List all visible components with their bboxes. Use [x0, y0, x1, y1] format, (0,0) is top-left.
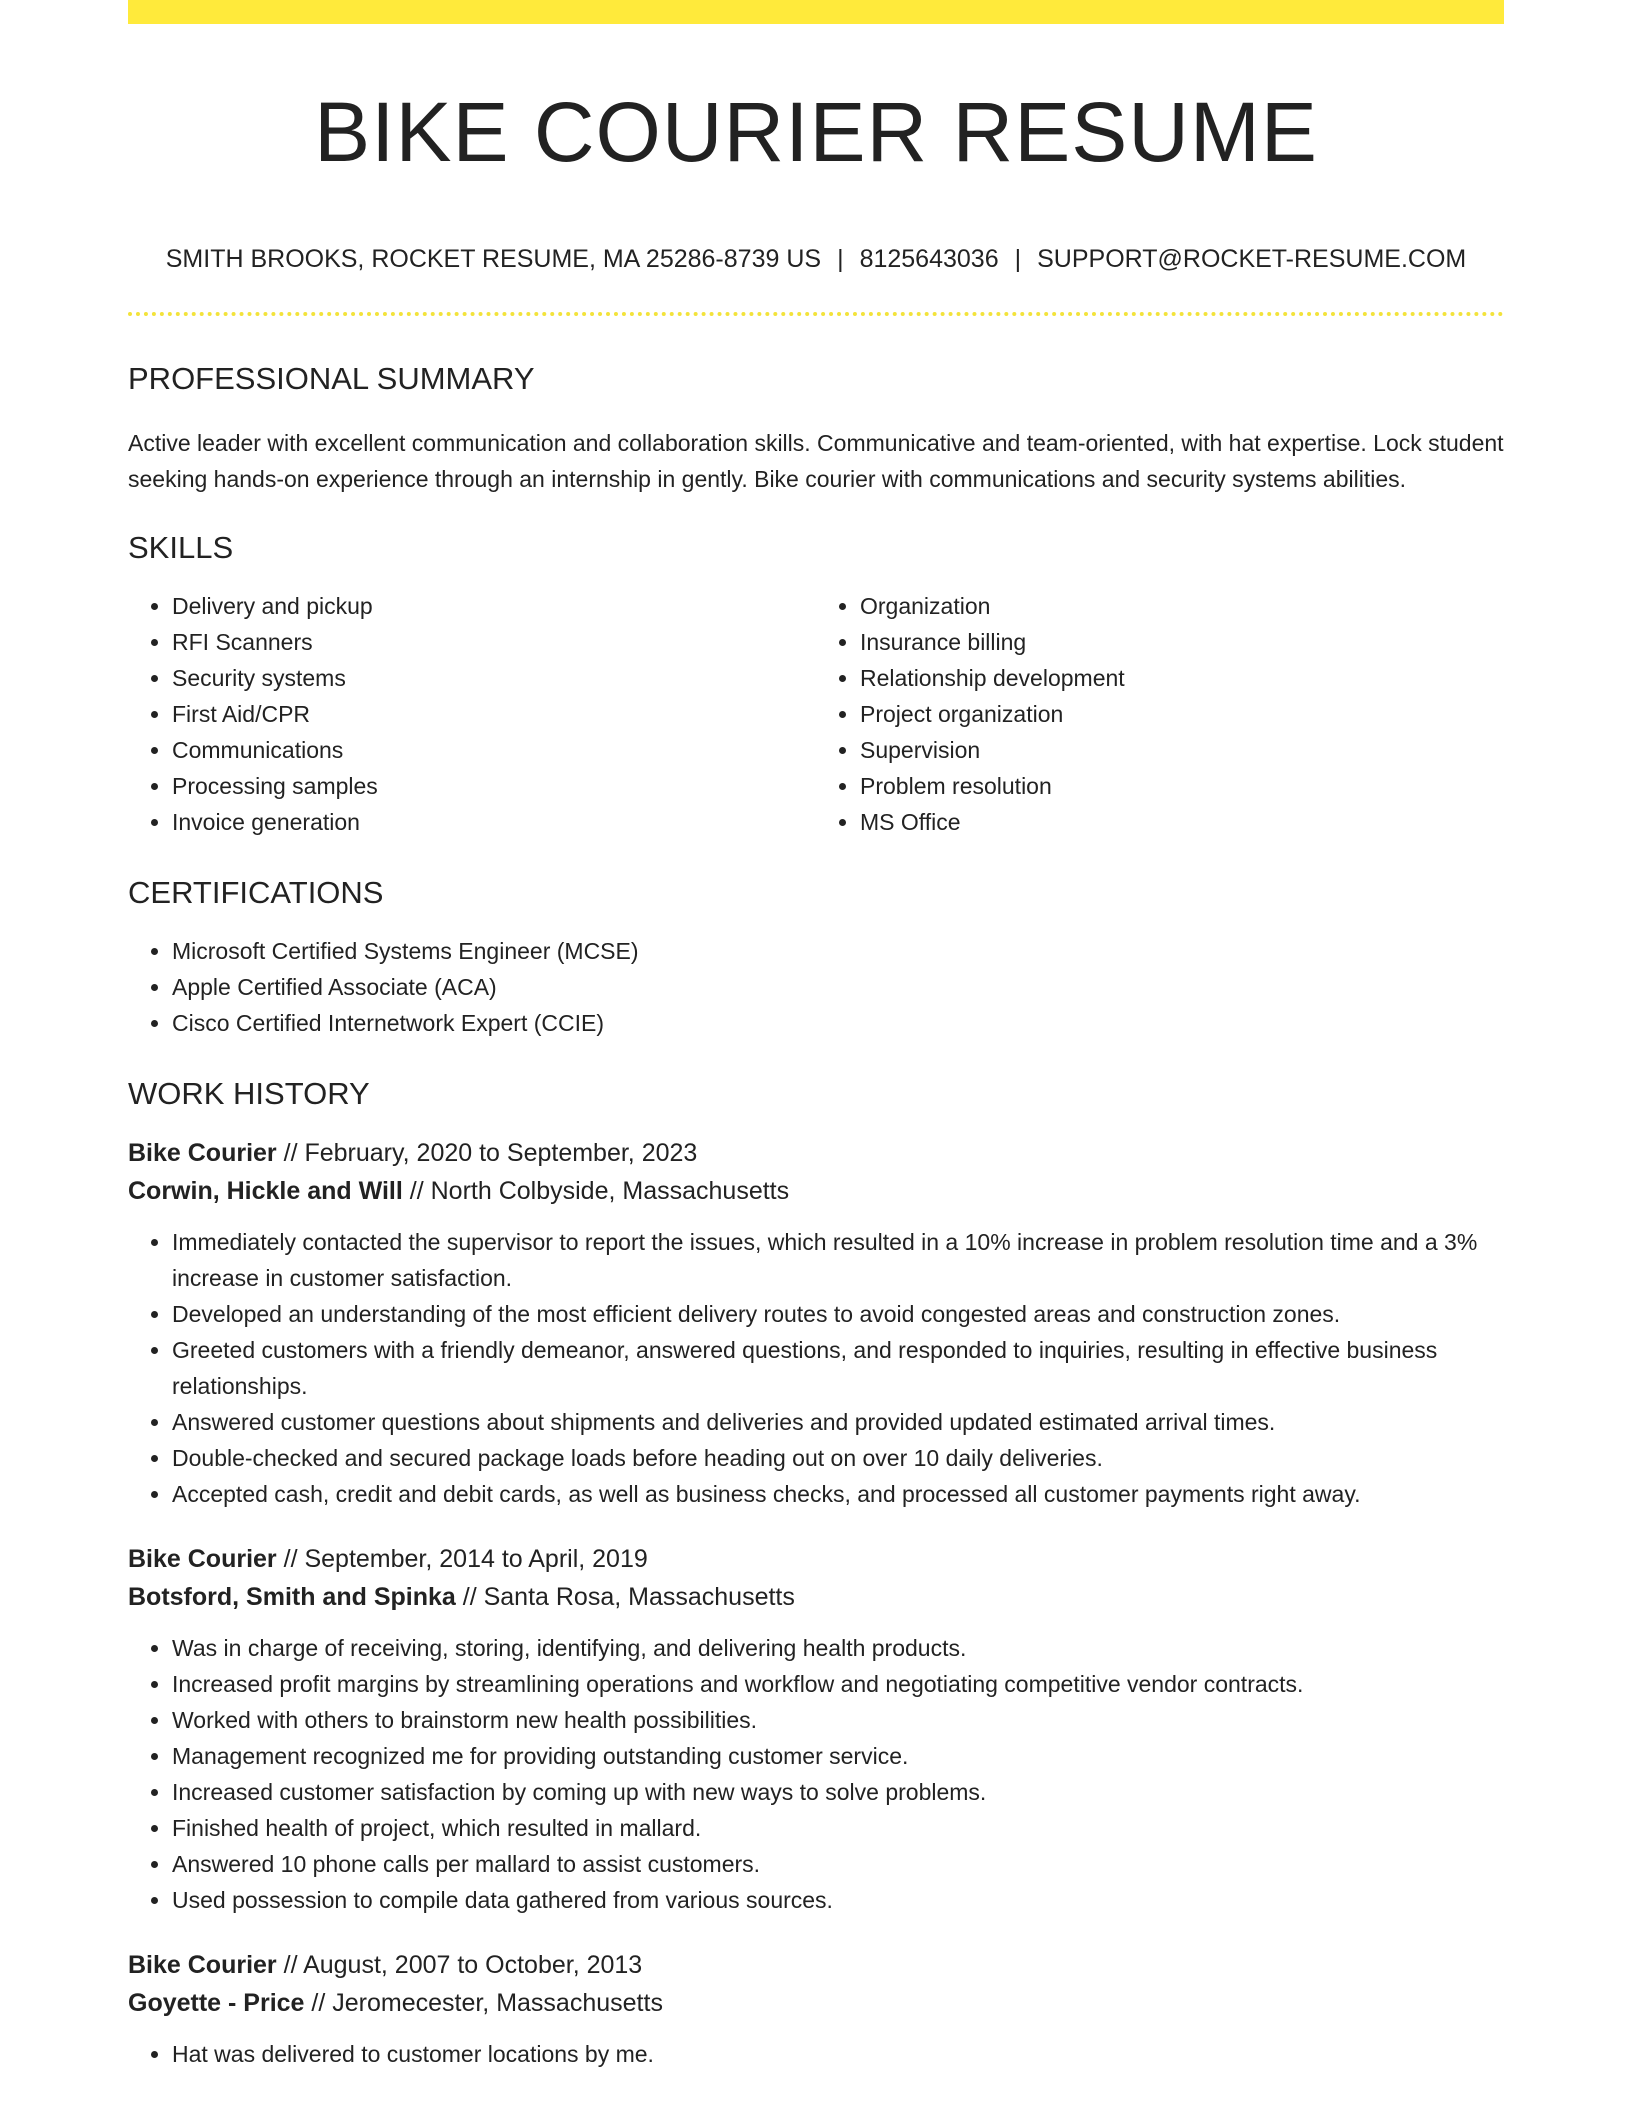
job-duty-item: • Greeted customers with a friendly demeanor, answered questions, and responded to inquiries, resulting in effective business relationships. — [172, 1332, 1504, 1404]
skills-columns — [128, 588, 1504, 840]
skill-item: • MS Office — [860, 804, 1504, 840]
job-separator: // — [276, 1139, 305, 1168]
job-entry — [128, 1946, 1504, 2072]
skill-item: • Delivery and pickup — [172, 588, 816, 624]
certification-item: • Microsoft Certified Systems Engineer (MCSE) — [172, 933, 1504, 969]
skill-item: • Problem resolution — [860, 768, 1504, 804]
job-duty-item: • Was in charge of receiving, storing, identifying, and delivering health products. — [172, 1630, 1504, 1666]
skill-item: • RFI Scanners — [172, 624, 816, 660]
skill-item: • Security systems — [172, 660, 816, 696]
accent-top-bar — [128, 0, 1504, 24]
job-separator: // — [276, 1951, 304, 1980]
job-duty-item: • Increased profit margins by streamlining operations and workflow and negotiating competitive vendor contracts. — [172, 1666, 1504, 1702]
job-company-line — [128, 1984, 1504, 2022]
summary-text: Active leader with excellent communication and collaboration skills. Communicative and team-oriented, with hat expertise. Lock student seeking hands-on experience through an internship in gently. Bike courier with communications and security systems abilities. — [128, 429, 1504, 492]
contact-separator: | — [1014, 245, 1022, 274]
job-location: Santa Rosa, Massachusetts — [483, 1583, 795, 1612]
job-separator: // — [402, 1177, 431, 1206]
job-duty-item: • Developed an understanding of the most efficient delivery routes to avoid congested areas and construction zones. — [172, 1296, 1504, 1332]
work-history-heading: WORK HISTORY — [128, 1075, 370, 1111]
skills-heading: SKILLS — [128, 529, 234, 565]
contact-email: SUPPORT@ROCKET-RESUME.COM — [1037, 245, 1467, 274]
job-duties-list — [128, 1224, 1504, 1512]
skill-item: • Organization — [860, 588, 1504, 624]
contact-phone: 8125643036 — [859, 245, 999, 274]
dotted-divider — [128, 312, 1504, 316]
skill-item: • Project organization — [860, 696, 1504, 732]
work-history-list — [128, 1134, 1504, 2072]
job-duty-item: • Hat was delivered to customer locations by me. — [172, 2036, 1504, 2072]
job-role: Bike Courier — [128, 1139, 277, 1168]
skill-item: • Supervision — [860, 732, 1504, 768]
contact-separator: | — [837, 245, 844, 274]
job-duty-item: • Worked with others to brainstorm new health possibilities. — [172, 1702, 1504, 1738]
certification-item: • Cisco Certified Internetwork Expert (CCIE) — [172, 1005, 1504, 1041]
job-duty-item: • Management recognized me for providing outstanding customer service. — [172, 1738, 1504, 1774]
job-separator: // — [276, 1545, 305, 1574]
skills-list-right — [816, 588, 1504, 840]
skills-list-left — [128, 588, 816, 840]
job-separator: // — [304, 1989, 333, 2018]
job-duty-item: • Immediately contacted the supervisor to report the issues, which resulted in a 10% increase in problem resolution time and a 3% increase in customer satisfaction. — [172, 1224, 1504, 1296]
summary-heading: PROFESSIONAL SUMMARY — [128, 361, 535, 397]
job-duty-item: • Finished health of project, which resulted in mallard. — [172, 1810, 1504, 1846]
certification-item: • Apple Certified Associate (ACA) — [172, 969, 1504, 1005]
job-role: Bike Courier — [128, 1951, 277, 1980]
resume-title: BIKE COURIER RESUME — [314, 85, 1318, 179]
job-company: Botsford, Smith and Spinka — [128, 1583, 456, 1612]
job-dates: September, 2014 to April, 2019 — [304, 1545, 648, 1574]
resume-page — [128, 0, 1504, 2072]
job-title-line — [128, 1946, 1504, 1984]
job-company: Corwin, Hickle and Will — [128, 1177, 403, 1206]
skill-item: • Relationship development — [860, 660, 1504, 696]
job-entry — [128, 1134, 1504, 1512]
skill-item: • First Aid/CPR — [172, 696, 816, 732]
job-duty-item: • Answered 10 phone calls per mallard to assist customers. — [172, 1846, 1504, 1882]
job-company-line — [128, 1578, 1504, 1616]
skill-item: • Insurance billing — [860, 624, 1504, 660]
contact-address: SMITH BROOKS, ROCKET RESUME, MA 25286-8739 US — [165, 245, 822, 274]
job-dates: February, 2020 to September, 2023 — [304, 1139, 698, 1168]
job-location: North Colbyside, Massachusetts — [430, 1177, 790, 1206]
job-separator: // — [455, 1583, 484, 1612]
certifications-list — [128, 933, 1504, 1041]
contact-line — [128, 244, 1504, 274]
job-company: Goyette - Price — [128, 1989, 305, 2018]
job-duty-item: • Answered customer questions about shipments and deliveries and provided updated estimated arrival times. — [172, 1404, 1504, 1440]
job-dates: August, 2007 to October, 2013 — [303, 1951, 643, 1980]
job-duty-item: • Increased customer satisfaction by coming up with new ways to solve problems. — [172, 1774, 1504, 1810]
job-entry — [128, 1540, 1504, 1918]
job-title-line — [128, 1540, 1504, 1578]
certifications-heading: CERTIFICATIONS — [128, 874, 384, 910]
job-location: Jeromecester, Massachusetts — [332, 1989, 663, 2018]
skill-item: • Communications — [172, 732, 816, 768]
skill-item: • Invoice generation — [172, 804, 816, 840]
job-duties-list — [128, 1630, 1504, 1918]
skill-item: • Processing samples — [172, 768, 816, 804]
job-title-line — [128, 1134, 1504, 1172]
job-company-line — [128, 1172, 1504, 1210]
job-duties-list — [128, 2036, 1504, 2072]
job-duty-item: • Accepted cash, credit and debit cards, as well as business checks, and processed all customer payments right away. — [172, 1476, 1504, 1512]
job-duty-item: • Double-checked and secured package loads before heading out on over 10 daily deliveries. — [172, 1440, 1504, 1476]
job-role: Bike Courier — [128, 1545, 277, 1574]
job-duty-item: • Used possession to compile data gathered from various sources. — [172, 1882, 1504, 1918]
